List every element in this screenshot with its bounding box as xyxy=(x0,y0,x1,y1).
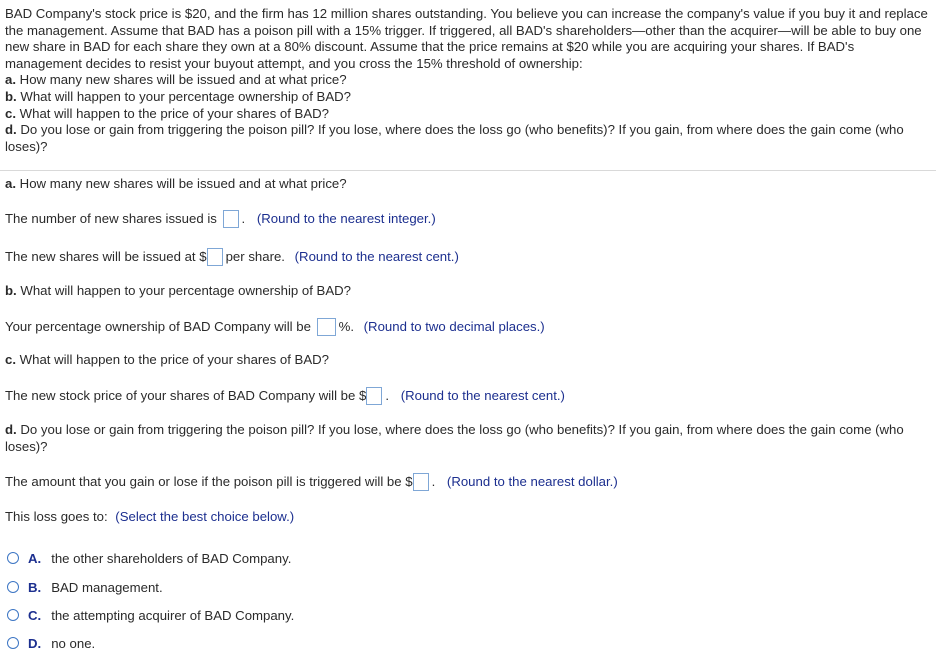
part-d-select-row: This loss goes to: (Select the best choice below.) xyxy=(5,509,295,524)
choice-label: the other shareholders of BAD Company. xyxy=(51,550,292,566)
problem-question-d: d. Do you lose or gain from triggering the poison pill? If you lose, where does the loss go (who benefits)? If you gain, from where does the gain come (who loses)? xyxy=(5,122,904,154)
new-share-price-input[interactable] xyxy=(207,248,223,266)
part-d-amount-row: The amount that you gain or lose if the poison pill is triggered will be $ . (Round to the nearest dollar.) xyxy=(5,474,618,489)
part-c-price-row: The new stock price of your shares of BAD Company will be $ . (Round to the nearest cent.) xyxy=(5,388,565,403)
radio-button[interactable] xyxy=(7,581,19,593)
choice-c[interactable]: C. the attempting acquirer of BAD Company. xyxy=(7,606,294,624)
round-hint: (Round to the nearest dollar.) xyxy=(446,474,618,489)
part-d-question: d. Do you lose or gain from triggering the poison pill? If you lose, where does the loss go (who benefits)? If you gain, from where does the gain come (who loses)? xyxy=(5,422,904,454)
round-hint: (Round to the nearest integer.) xyxy=(256,211,436,226)
problem-statement xyxy=(5,6,930,155)
choice-b[interactable]: B. BAD management. xyxy=(7,578,163,596)
choice-label: the attempting acquirer of BAD Company. xyxy=(51,607,295,623)
radio-button[interactable] xyxy=(7,609,19,621)
divider xyxy=(0,170,936,171)
round-hint: (Round to the nearest cent.) xyxy=(294,249,459,264)
new-shares-input[interactable] xyxy=(223,210,239,228)
round-hint: (Round to two decimal places.) xyxy=(363,319,545,334)
part-c-question: c. What will happen to the price of your shares of BAD? xyxy=(5,352,329,367)
ownership-percentage-input[interactable] xyxy=(317,318,336,336)
part-a-question: a. How many new shares will be issued and at what price? xyxy=(5,176,347,191)
part-a-new-shares-row: The number of new shares issued is . (Round to the nearest integer.) xyxy=(5,211,436,226)
gain-loss-amount-input[interactable] xyxy=(413,473,429,491)
choice-label: BAD management. xyxy=(51,579,163,595)
problem-question-c: c. What will happen to the price of your shares of BAD? xyxy=(5,105,329,121)
problem-intro: BAD Company's stock price is $20, and the firm has 12 million shares outstanding. You believe you can increase the company's value if you buy it and replace the management. Assume that BAD has a poison pill with a 15% trigger. If triggered, all BAD's shareholders—other than the acquirer—will be able to buy one new share in BAD for each share they own at a 80% discount. Assume that the price remains at $20 while you are acquiring your shares. If BAD's management decides to resist your buyout attempt, and you cross the 15% threshold of ownership: xyxy=(5,6,928,71)
round-hint: (Round to the nearest cent.) xyxy=(400,388,565,403)
part-b-question: b. What will happen to your percentage ownership of BAD? xyxy=(5,283,352,298)
part-b-ownership-row: Your percentage ownership of BAD Company will be %. (Round to two decimal places.) xyxy=(5,319,545,334)
choice-d[interactable]: D. no one. xyxy=(7,634,95,652)
new-stock-price-input[interactable] xyxy=(366,387,382,405)
choice-label: no one. xyxy=(51,635,96,651)
select-hint: (Select the best choice below.) xyxy=(115,509,295,524)
radio-button[interactable] xyxy=(7,552,19,564)
problem-question-b: b. What will happen to your percentage ownership of BAD? xyxy=(5,88,352,104)
radio-button[interactable] xyxy=(7,637,19,649)
choice-a[interactable]: A. the other shareholders of BAD Company. xyxy=(7,549,291,567)
problem-question-a: a. How many new shares will be issued and at what price? xyxy=(5,72,347,88)
part-a-price-row: The new shares will be issued at $ per share. (Round to the nearest cent.) xyxy=(5,249,459,264)
